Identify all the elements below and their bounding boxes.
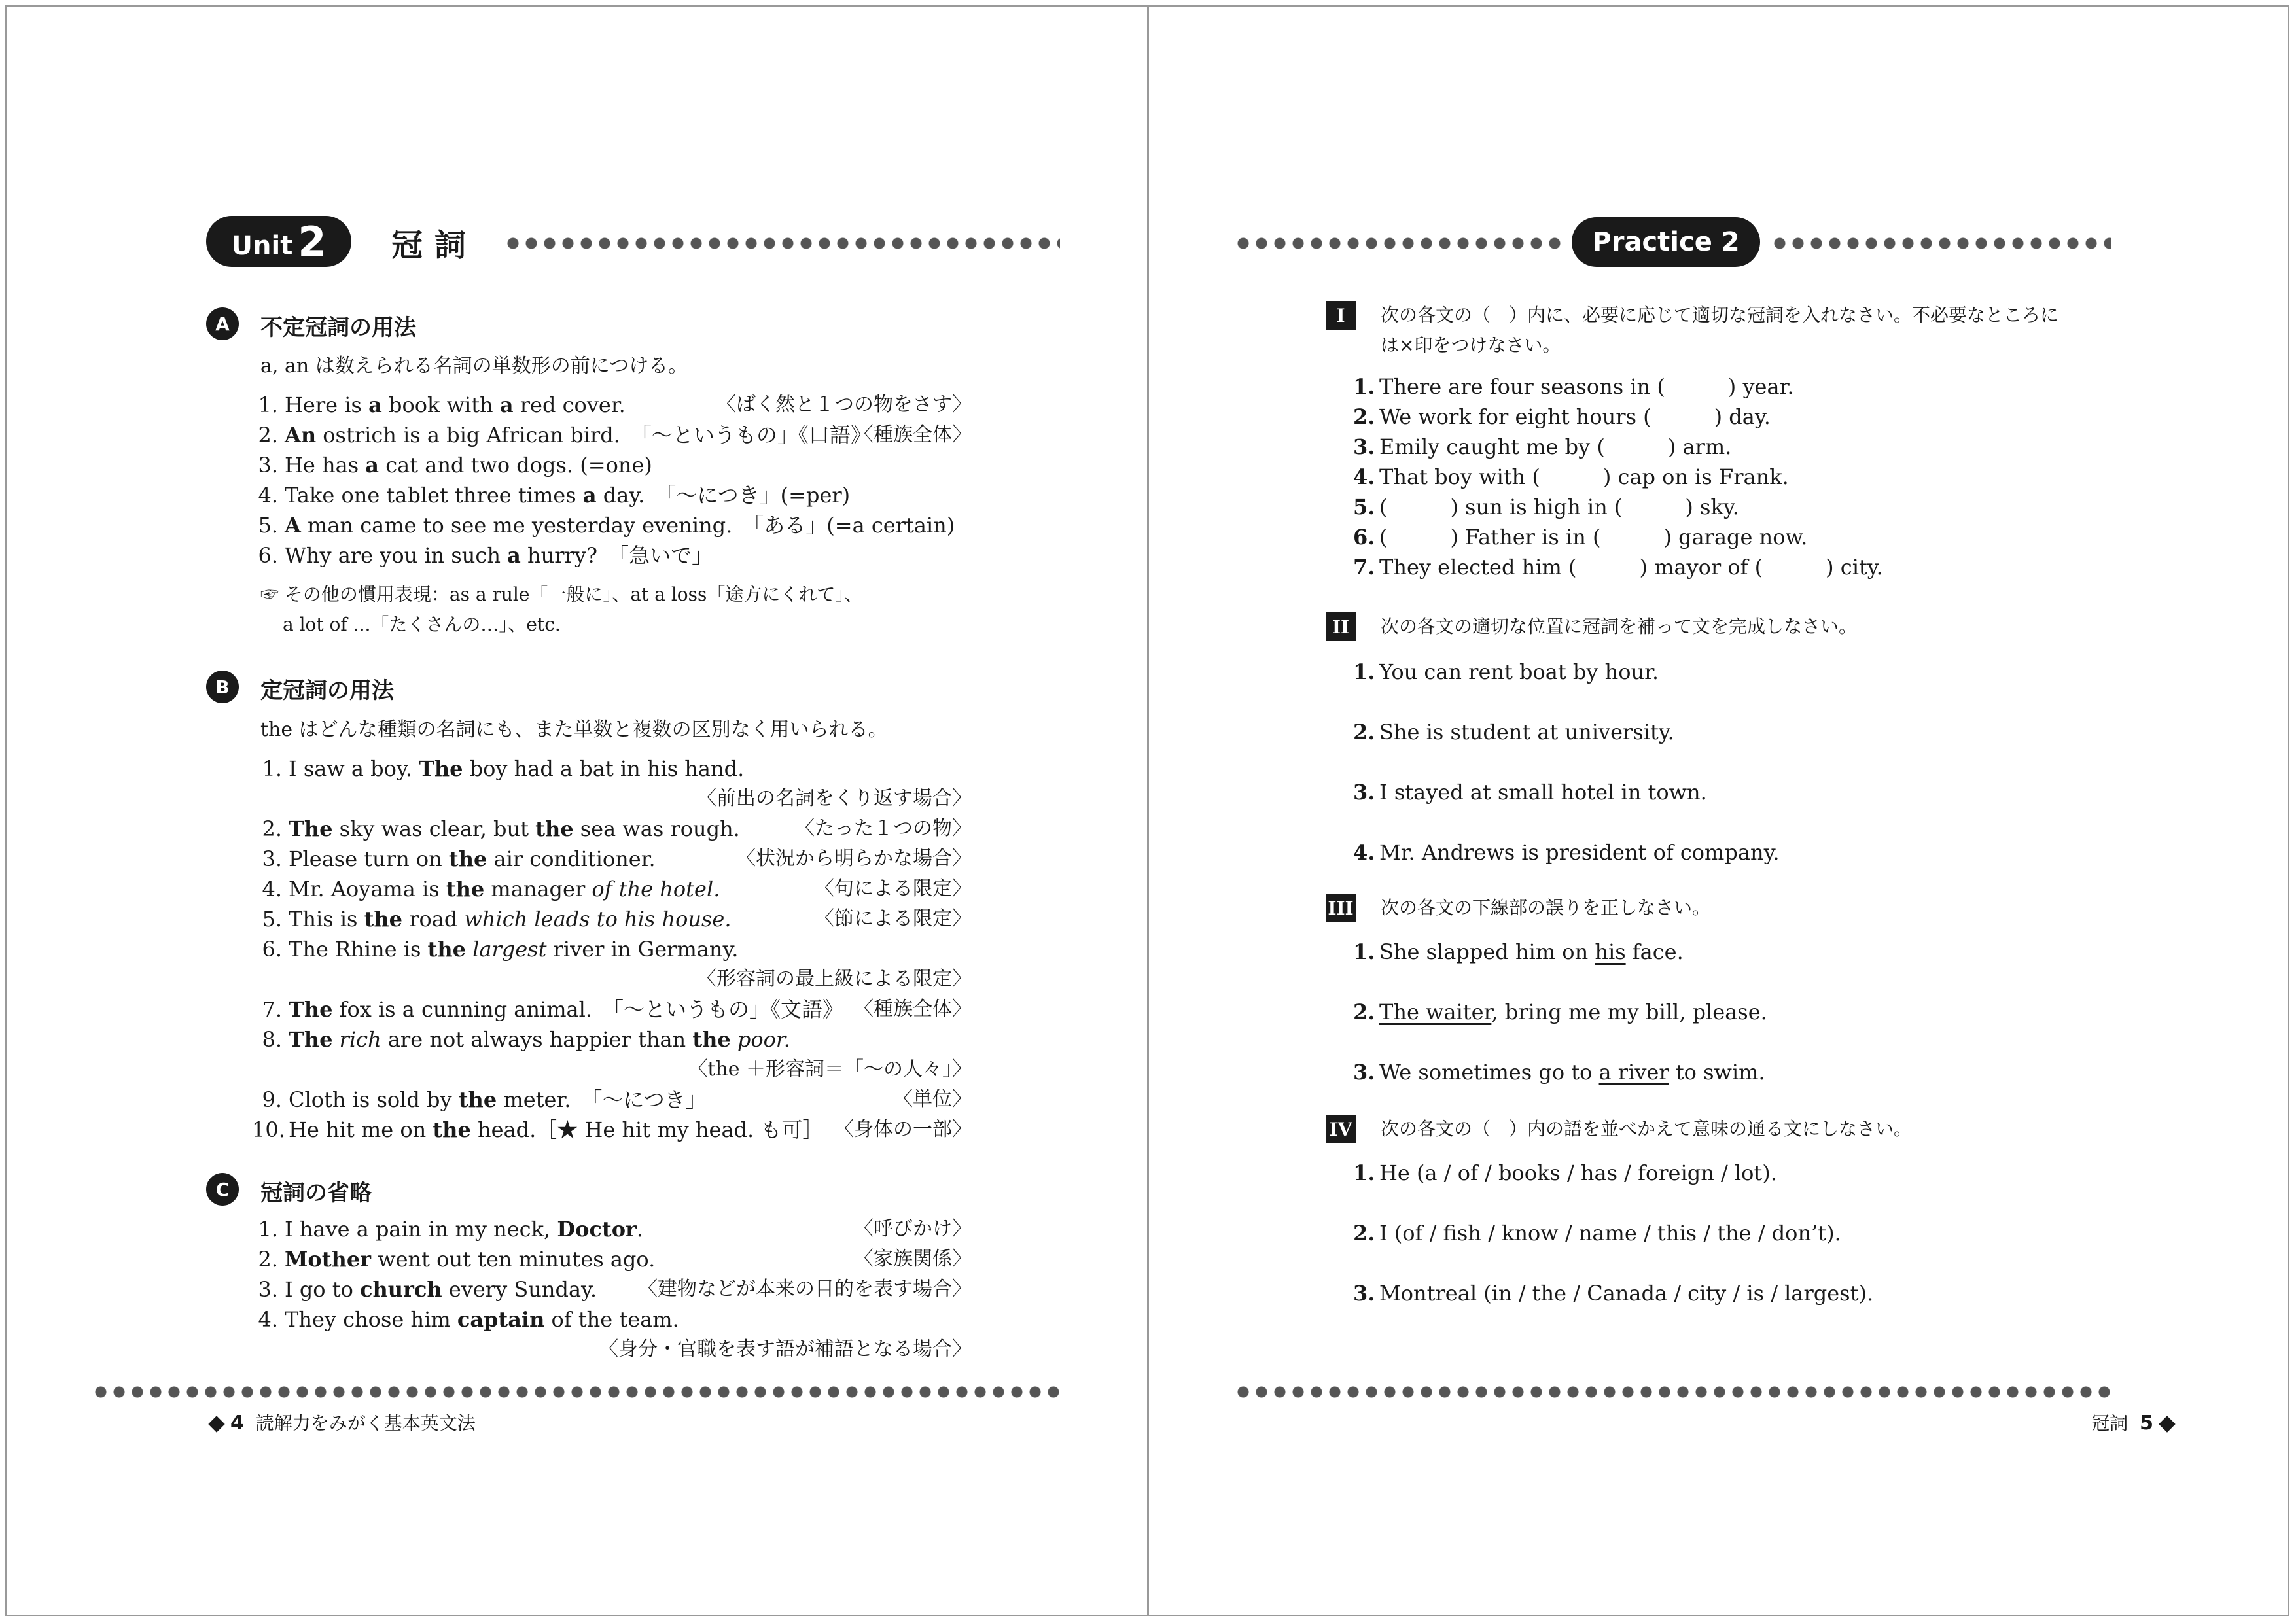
example-text-segment: A: [285, 513, 301, 538]
section-b-title: 定冠詞の用法: [260, 678, 394, 704]
example-number: 7.: [262, 997, 282, 1022]
example-usage-note: 〈句による限定〉: [815, 877, 972, 900]
exercise-item: [1353, 462, 1789, 492]
underlined-error-segment: a river: [1598, 1060, 1669, 1085]
exercise-item-text: You can rent boat by hour.: [1379, 659, 1659, 684]
example-number: 3.: [262, 846, 282, 871]
example-text-segment: a: [582, 483, 597, 508]
exercise-item: [1353, 552, 1883, 582]
example-row: [252, 874, 720, 904]
exercise-item: [1353, 1278, 1873, 1308]
exercise-item-text: There are four seasons in ( ) year.: [1379, 374, 1794, 399]
exercise-item-text: I (of / fish / know / name / this / the / don’t).: [1379, 1221, 1841, 1246]
example-row: [252, 1304, 679, 1335]
example-number: 4.: [262, 877, 282, 901]
example-text-segment: rich: [339, 1027, 381, 1052]
example-text-segment: Mr. Aoyama is: [289, 877, 446, 901]
footer-page-number: 5: [2140, 1412, 2153, 1435]
footer-book-title: 読解力をみがく基本英文法: [255, 1412, 476, 1434]
example-text-segment: the: [458, 1087, 497, 1112]
example-text-segment: the: [433, 1117, 471, 1142]
exercise-item-number: 7.: [1353, 555, 1375, 580]
example-text-segment: fox is a cunning animal. 「〜というもの」《文語》: [332, 997, 844, 1022]
example-text-segment: [332, 1027, 339, 1052]
exercise-instruction: 次の各文の（ ）内に、必要に応じて適切な冠詞を入れなさい。不必要なところに: [1381, 304, 2059, 326]
example-number: 2.: [258, 1247, 278, 1272]
exercise-item-number: 1.: [1353, 1161, 1375, 1185]
exercise-item-number: 3.: [1353, 780, 1375, 805]
section-b-description: the はどんな種類の名詞にも、また単数と複数の区別なく用いられる。: [260, 718, 888, 741]
exercise-marker: IV: [1326, 1115, 1356, 1143]
section-a-marker: A: [206, 307, 239, 340]
example-text-segment: the: [535, 816, 574, 841]
exercise-item-number: 2.: [1353, 404, 1375, 429]
exercise-item-text: Montreal (in / the / Canada / city / is / largest).: [1379, 1281, 1874, 1306]
example-row: [252, 994, 843, 1024]
example-text-segment: Here is: [285, 393, 369, 417]
exercise-instruction: 次の各文の適切な位置に冠詞を補って文を完成しなさい。: [1381, 616, 1858, 637]
exercise-item-text: They elected him ( ) mayor of ( ) city.: [1379, 555, 1883, 580]
example-usage-note: 〈種族全体〉: [854, 423, 972, 446]
example-number: 4.: [258, 483, 278, 508]
section-a-tip-line2: a lot of ...「たくさんの…」、etc.: [283, 614, 561, 635]
unit-number: 2: [298, 217, 327, 266]
example-text-segment: the: [446, 877, 485, 901]
footer-dotted-rule: [92, 1386, 1060, 1399]
example-text-segment: of the hotel.: [592, 877, 720, 901]
example-text-segment: a: [368, 393, 382, 417]
example-text-segment: a: [507, 543, 521, 568]
example-row: [252, 1214, 643, 1244]
example-row: [252, 1244, 655, 1274]
exercise-item: [1353, 837, 1780, 867]
example-text-segment: went out ten minutes ago.: [371, 1247, 656, 1272]
example-number: 1.: [258, 1217, 278, 1242]
example-row: [252, 420, 872, 450]
example-text-segment: hurry? 「急いで」: [520, 543, 713, 568]
exercise-item-number: 3.: [1353, 1281, 1375, 1306]
example-usage-note: 〈ばく然と１つの物をさす〉: [716, 393, 972, 416]
example-text-segment: the: [427, 937, 466, 962]
example-usage-note: 〈家族関係〉: [854, 1248, 972, 1270]
example-usage-note: 〈建物などが本来の目的を表す場合〉: [638, 1278, 972, 1300]
exercise-item-text: That boy with ( ) cap on is Frank.: [1379, 464, 1789, 489]
exercise-item: [1353, 432, 1731, 462]
example-text-segment: cat and two dogs. (=one): [379, 453, 652, 478]
exercise-instruction: 次の各文の（ ）内の語を並べかえて意味の通る文にしなさい。: [1381, 1118, 1913, 1140]
exercise-item: [1353, 717, 1674, 747]
example-number: 1.: [262, 756, 282, 781]
example-text-segment: An: [285, 423, 317, 447]
example-row: [252, 1085, 707, 1115]
example-text-segment: a: [499, 393, 514, 417]
exercise-item: [1353, 657, 1659, 687]
example-number: 10.: [252, 1117, 285, 1142]
exercise-item-text: face.: [1625, 939, 1684, 964]
example-text-segment: Cloth is sold by: [289, 1087, 459, 1112]
example-text-segment: Mother: [285, 1247, 372, 1272]
section-a-tip-line1: ☞ その他の慣用表現：as a rule「一般に」、at a loss「途方にくれて」、: [260, 584, 863, 605]
example-text-segment: The: [289, 816, 333, 841]
exercise-item: [1353, 997, 1767, 1027]
example-usage-note: 〈形容詞の最上級による限定〉: [697, 968, 972, 990]
header-dotted-rule: [504, 237, 1060, 250]
example-text-segment: man came to see me yesterday evening. 「ある」(=a certain): [300, 513, 955, 538]
exercise-item-number: 2.: [1353, 720, 1375, 744]
example-text-segment: [731, 1027, 737, 1052]
example-text-segment: manager: [484, 877, 592, 901]
exercise-item-text: to swim.: [1669, 1060, 1765, 1085]
example-number: 6.: [262, 937, 282, 962]
example-text-segment: road: [402, 907, 465, 932]
example-text-segment: every Sunday.: [442, 1277, 597, 1302]
example-row: [252, 390, 626, 420]
exercise-item-text: I stayed at small hotel in town.: [1379, 780, 1707, 805]
example-text-segment: .: [636, 1217, 644, 1242]
example-text-segment: This is: [289, 907, 364, 932]
example-text-segment: The: [289, 997, 333, 1022]
example-number: 5.: [258, 513, 278, 538]
left-page: [0, 0, 1147, 1623]
example-text-segment: Doctor: [557, 1217, 637, 1242]
example-text-segment: the: [692, 1027, 731, 1052]
right-footer: [2091, 1409, 2181, 1435]
example-text-segment: They chose him: [285, 1307, 457, 1332]
example-text-segment: He has: [285, 453, 366, 478]
example-row: [252, 1115, 823, 1145]
example-text-segment: sea was rough.: [573, 816, 740, 841]
underlined-error-segment: his: [1595, 939, 1626, 964]
example-number: 8.: [262, 1027, 282, 1052]
example-number: 2.: [258, 423, 278, 447]
example-text-segment: I go to: [285, 1277, 361, 1302]
example-usage-note: 〈節による限定〉: [815, 907, 972, 930]
exercise-item: [1353, 1158, 1777, 1188]
section-c-title: 冠詞の省略: [260, 1180, 372, 1206]
example-row: [252, 540, 713, 570]
example-text-segment: I have a pain in my neck,: [285, 1217, 557, 1242]
example-row: [252, 480, 850, 510]
example-row: [252, 1274, 597, 1304]
exercise-item-text: She slapped him on: [1379, 939, 1595, 964]
example-text-segment: head.［★ He hit my head. も可］: [470, 1117, 824, 1142]
example-text-segment: the: [364, 907, 403, 932]
example-text-segment: church: [360, 1277, 442, 1302]
practice-badge: Practice 2: [1572, 217, 1760, 267]
exercise-item: [1353, 1057, 1765, 1087]
example-text-segment: river in Germany.: [546, 937, 739, 962]
example-number: 6.: [258, 543, 278, 568]
example-usage-note: 〈たった１つの物〉: [795, 817, 972, 840]
example-row: [252, 904, 732, 934]
exercise-item-number: 3.: [1353, 434, 1375, 459]
diamond-icon: [2159, 1416, 2175, 1432]
section-c-marker: C: [206, 1173, 239, 1206]
exercise-item: [1353, 492, 1739, 522]
example-text-segment: boy had a bat in his hand.: [463, 756, 745, 781]
example-text-segment: The: [419, 756, 463, 781]
example-text-segment: which leads to his house.: [464, 907, 732, 932]
exercise-item: [1353, 522, 1807, 552]
example-row: [252, 934, 738, 964]
footer-page-number: 4: [230, 1412, 244, 1435]
example-text-segment: captain: [457, 1307, 545, 1332]
example-usage-note: 〈状況から明らかな場合〉: [736, 847, 972, 870]
footer-dotted-rule: [1234, 1386, 2111, 1399]
exercise-item: [1353, 402, 1771, 432]
example-text-segment: The: [289, 1027, 333, 1052]
example-row: [252, 754, 744, 784]
example-row: [252, 510, 955, 540]
example-text-segment: poor.: [737, 1027, 790, 1052]
example-text-segment: red cover.: [513, 393, 626, 417]
exercise-item-number: 1.: [1353, 374, 1375, 399]
example-text-segment: Take one tablet three times: [285, 483, 583, 508]
footer-chapter-title: 冠詞: [2091, 1412, 2128, 1434]
exercise-item-number: 1.: [1353, 659, 1375, 684]
example-usage-note: 〈the ＋形容詞＝「〜の人々」〉: [688, 1058, 972, 1081]
example-text-segment: meter. 「〜につき」: [497, 1087, 707, 1112]
underlined-error-segment: The waiter: [1379, 1000, 1492, 1024]
section-b-marker: B: [206, 671, 239, 703]
exercise-item-text: She is student at university.: [1379, 720, 1674, 744]
right-page: [1149, 0, 2296, 1623]
exercise-instruction: 次の各文の下線部の誤りを正しなさい。: [1381, 897, 1711, 918]
example-number: 3.: [258, 1277, 278, 1302]
example-row: [252, 844, 656, 874]
unit-label: Unit: [231, 231, 293, 261]
diamond-icon: [208, 1416, 224, 1432]
example-text-segment: The Rhine is: [289, 937, 428, 962]
exercise-item-text: Mr. Andrews is president of company.: [1379, 840, 1780, 865]
example-number: 9.: [262, 1087, 282, 1112]
exercise-item-number: 3.: [1353, 1060, 1375, 1085]
example-row: [252, 1024, 790, 1055]
example-usage-note: 〈種族全体〉: [854, 998, 972, 1021]
example-number: 5.: [262, 907, 282, 932]
example-text-segment: sky was clear, but: [332, 816, 536, 841]
exercise-marker: III: [1326, 894, 1356, 922]
section-a-description: a, an は数えられる名詞の単数形の前につける。: [260, 355, 688, 377]
example-text-segment: of the team.: [544, 1307, 679, 1332]
example-number: 3.: [258, 453, 278, 478]
example-text-segment: I saw a boy.: [289, 756, 419, 781]
header-dotted-rule-left: [1234, 237, 1561, 250]
exercise-item-text: ( ) Father is in ( ) garage now.: [1379, 525, 1808, 550]
exercise-item-text: , bring me my bill, please.: [1491, 1000, 1767, 1024]
exercise-item-number: 2.: [1353, 1221, 1375, 1246]
example-usage-note: 〈単位〉: [893, 1088, 972, 1111]
example-usage-note: 〈呼びかけ〉: [854, 1217, 972, 1240]
example-row: [252, 450, 652, 480]
example-text-segment: book with: [381, 393, 500, 417]
exercise-item-text: He (a / of / books / has / foreign / lot).: [1379, 1161, 1777, 1185]
exercise-item-number: 5.: [1353, 495, 1375, 519]
exercise-item: [1353, 1218, 1841, 1248]
example-text-segment: are not always happier than: [381, 1027, 693, 1052]
example-text-segment: largest: [472, 937, 547, 962]
exercise-item-number: 1.: [1353, 939, 1375, 964]
exercise-item-text: We sometimes go to: [1379, 1060, 1599, 1085]
example-text-segment: Please turn on: [289, 846, 449, 871]
exercise-item: [1353, 372, 1794, 402]
example-text-segment: [466, 937, 472, 962]
example-text-segment: a: [365, 453, 380, 478]
example-text-segment: Why are you in such: [285, 543, 508, 568]
example-number: 1.: [258, 393, 278, 417]
example-usage-note: 〈身分・官職を表す語が補語となる場合〉: [599, 1338, 972, 1361]
example-text-segment: air conditioner.: [487, 846, 656, 871]
exercise-item: [1353, 777, 1707, 807]
section-a-title: 不定冠詞の用法: [260, 315, 416, 341]
example-text-segment: the: [448, 846, 487, 871]
example-usage-note: 〈前出の名詞をくり返す場合〉: [697, 787, 972, 810]
exercise-item-number: 4.: [1353, 464, 1375, 489]
example-text-segment: ostrich is a big African bird. 「〜というもの」《口語》: [316, 423, 872, 447]
header-dotted-rule-right: [1771, 237, 2111, 250]
example-number: 2.: [262, 816, 282, 841]
example-text-segment: He hit me on: [289, 1117, 433, 1142]
exercise-item-number: 6.: [1353, 525, 1375, 550]
exercise-item-number: 2.: [1353, 1000, 1375, 1024]
exercise-item-number: 4.: [1353, 840, 1375, 865]
unit-title: 冠詞: [391, 227, 478, 264]
unit-badge: [206, 216, 351, 267]
left-footer: [203, 1409, 476, 1435]
exercise-item-text: ( ) sun is high in ( ) sky.: [1379, 495, 1739, 519]
exercise-instruction-continued: は×印をつけなさい。: [1381, 334, 1561, 356]
exercise-item-text: We work for eight hours ( ) day.: [1379, 404, 1771, 429]
exercise-item-text: Emily caught me by ( ) arm.: [1379, 434, 1732, 459]
example-text-segment: day. 「〜につき」(=per): [596, 483, 851, 508]
exercise-item: [1353, 937, 1684, 967]
example-number: 4.: [258, 1307, 278, 1332]
exercise-marker: II: [1326, 612, 1356, 641]
example-row: [252, 814, 740, 844]
example-usage-note: 〈身体の一部〉: [834, 1118, 972, 1141]
exercise-marker: I: [1326, 301, 1356, 330]
